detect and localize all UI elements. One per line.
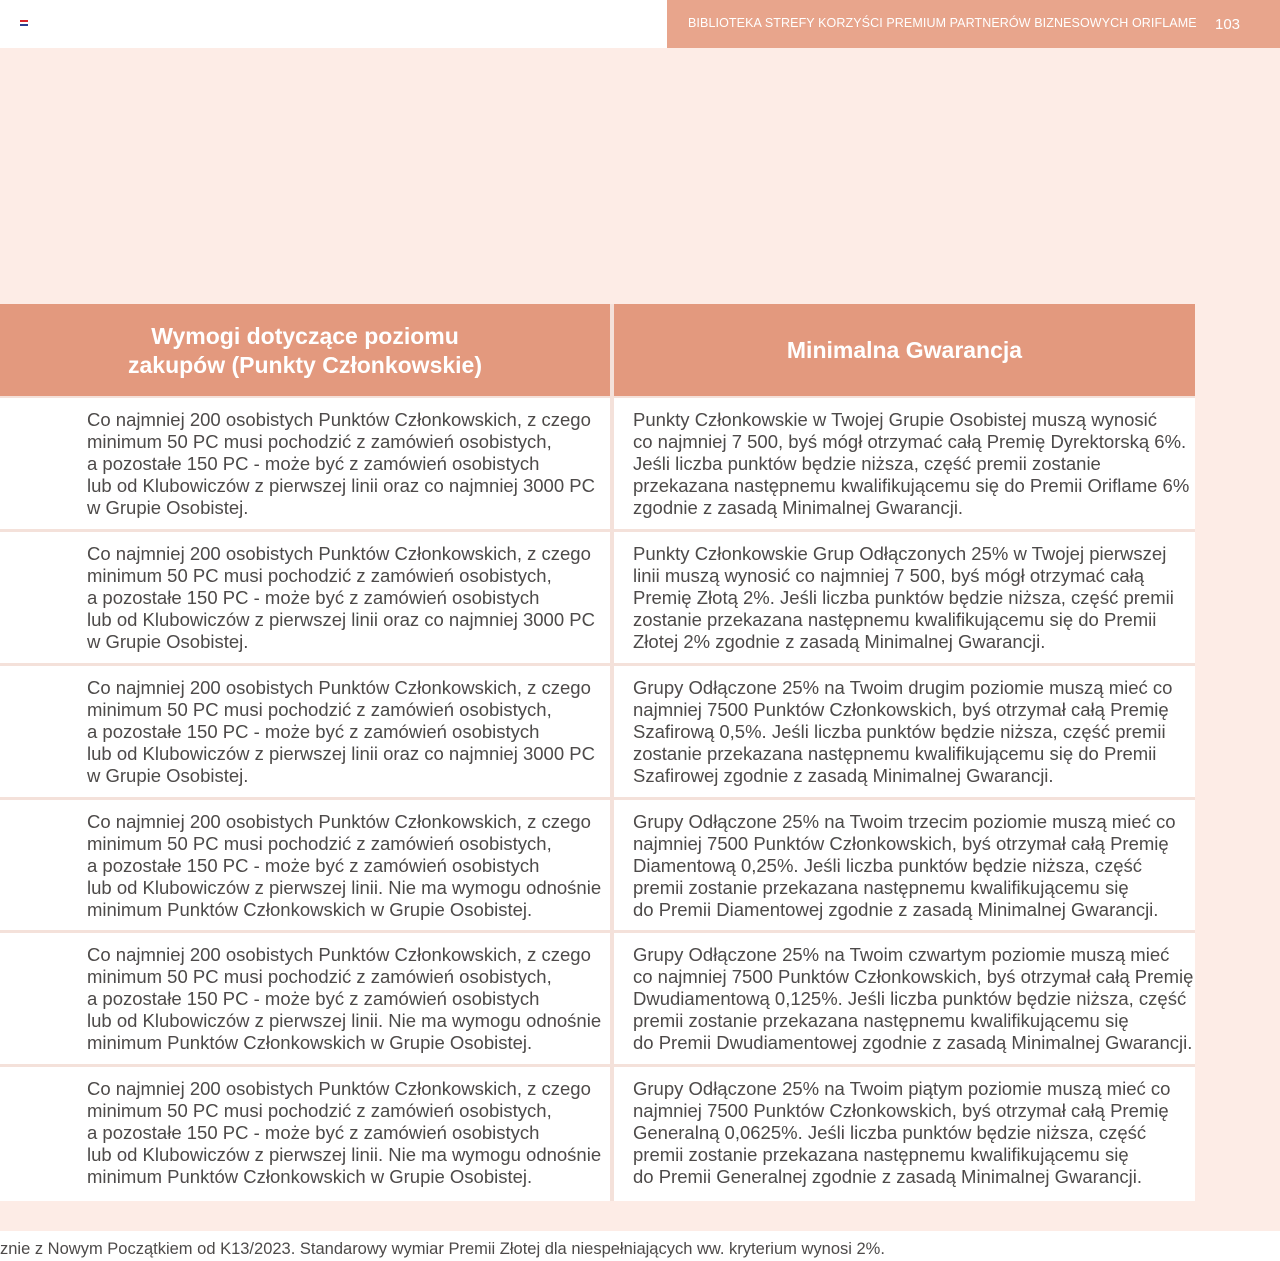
table-row-3-requirement: Co najmniej 200 osobistych Punktów Członkowskich, z czego minimum 50 PC musi pochodzić z zamówień osobistych, a pozostałe 150 PC - może być z zamówień osobistych lub od Klubowiczów z pierwszej linii oraz co najmniej 3000 PC w Grupie Osobistej. — [0, 666, 610, 797]
column-header-requirements — [0, 304, 610, 396]
table-row-4-guarantee: Grupy Odłączone 25% na Twoim trzecim poziomie muszą mieć co najmniej 7500 Punktów Członkowskich, byś otrzymał całą Premię Diamentową 0,25%. Jeśli liczba punktów będzie niższa, część premii zostanie przekazana następnemu kwalifikującemu się do Premii Diamentowej zgodnie z zasadą Minimalnej Gwarancji. — [614, 800, 1195, 930]
flag-icon — [20, 20, 28, 26]
table-row-2-guarantee: Punkty Członkowskie Grup Odłączonych 25% w Twojej pierwszej linii muszą wynosić co najmniej 7 500, byś mógł otrzymać całą Premię Złotą 2%. Jeśli liczba punktów będzie niższa, część premii zostanie przekazana następnemu kwalifikującemu się do Premii Złotej 2% zgodnie z zasadą Minimalnej Gwarancji. — [614, 532, 1195, 663]
table-row-3-guarantee: Grupy Odłączone 25% na Twoim drugim poziomie muszą mieć co najmniej 7500 Punktów Członkowskich, byś otrzymał całą Premię Szafirową 0,5%. Jeśli liczba punktów będzie niższa, część premii zostanie przekazana następnemu kwalifikującemu się do Premii Szafirowej zgodnie z zasadą Minimalnej Gwarancji. — [614, 666, 1195, 797]
header-title: BIBLIOTEKA STREFY KORZYŚCI PREMIUM PARTNERÓW BIZNESOWYCH ORIFLAME — [688, 16, 1197, 30]
table-row-1-guarantee: Punkty Członkowskie w Twojej Grupie Osobistej muszą wynosić co najmniej 7 500, byś mógł otrzymać całą Premię Dyrektorską 6%. Jeśli liczba punktów będzie niższa, część premii zostanie przekazana następnemu kwalifikującemu się do Premii Oriflame 6% zgodnie z zasadą Minimalnej Gwarancji. — [614, 398, 1195, 529]
table-row-1-requirement: Co najmniej 200 osobistych Punktów Członkowskich, z czego minimum 50 PC musi pochodzić z zamówień osobistych, a pozostałe 150 PC - może być z zamówień osobistych lub od Klubowiczów z pierwszej linii oraz co najmniej 3000 PC w Grupie Osobistej. — [0, 398, 610, 529]
table-row-5-guarantee: Grupy Odłączone 25% na Twoim czwartym poziomie muszą mieć co najmniej 7500 Punktów Członkowskich, byś otrzymał całą Premię Dwudiamentową 0,125%. Jeśli liczba punktów będzie niższa, część premii zostanie przekazana następnemu kwalifikującemu się do Premii Dwudiamentowej zgodnie z zasadą Minimalnej Gwarancji. — [614, 933, 1195, 1064]
table-row-2-requirement: Co najmniej 200 osobistych Punktów Członkowskich, z czego minimum 50 PC musi pochodzić z zamówień osobistych, a pozostałe 150 PC - może być z zamówień osobistych lub od Klubowiczów z pierwszej linii oraz co najmniej 3000 PC w Grupie Osobistej. — [0, 532, 610, 663]
bonus-table — [0, 304, 1195, 1201]
footnote-strip — [0, 1231, 1280, 1261]
page-number: 103 — [1215, 16, 1241, 33]
table-row-5-requirement: Co najmniej 200 osobistych Punktów Członkowskich, z czego minimum 50 PC musi pochodzić z zamówień osobistych, a pozostałe 150 PC - może być z zamówień osobistych lub od Klubowiczów z pierwszej linii. Nie ma wymogu odnośnie minimum Punktów Członkowskich w Grupie Osobistej. — [0, 933, 610, 1064]
header-left-panel — [0, 0, 667, 48]
table-row-6-guarantee: Grupy Odłączone 25% na Twoim piątym poziomie muszą mieć co najmniej 7500 Punktów Członkowskich, byś otrzymał całą Premię Generalną 0,0625%. Jeśli liczba punktów będzie niższa, część premii zostanie przekazana następnemu kwalifikującemu się do Premii Generalnej zgodnie z zasadą Minimalnej Gwarancji. — [614, 1067, 1195, 1201]
footnote-text: znie z Nowym Początkiem od K13/2023. Standarowy wymiar Premii Złotej dla niespełniających ww. kryterium wynosi 2%. — [0, 1240, 885, 1258]
header-bar — [667, 0, 1280, 48]
column-header-guarantee-label: Minimalna Gwarancja — [786, 336, 1023, 363]
column-header-guarantee — [614, 304, 1195, 396]
table-row-6-requirement: Co najmniej 200 osobistych Punktów Członkowskich, z czego minimum 50 PC musi pochodzić z zamówień osobistych, a pozostałe 150 PC - może być z zamówień osobistych lub od Klubowiczów z pierwszej linii. Nie ma wymogu odnośnie minimum Punktów Członkowskich w Grupie Osobistej. — [0, 1067, 610, 1201]
table-row-4-requirement: Co najmniej 200 osobistych Punktów Członkowskich, z czego minimum 50 PC musi pochodzić z zamówień osobistych, a pozostałe 150 PC - może być z zamówień osobistych lub od Klubowiczów z pierwszej linii. Nie ma wymogu odnośnie minimum Punktów Członkowskich w Grupie Osobistej. — [0, 800, 610, 930]
column-header-requirements-label: Wymogi dotyczące poziomu zakupów (Punkty Członkowskie) — [128, 323, 482, 378]
